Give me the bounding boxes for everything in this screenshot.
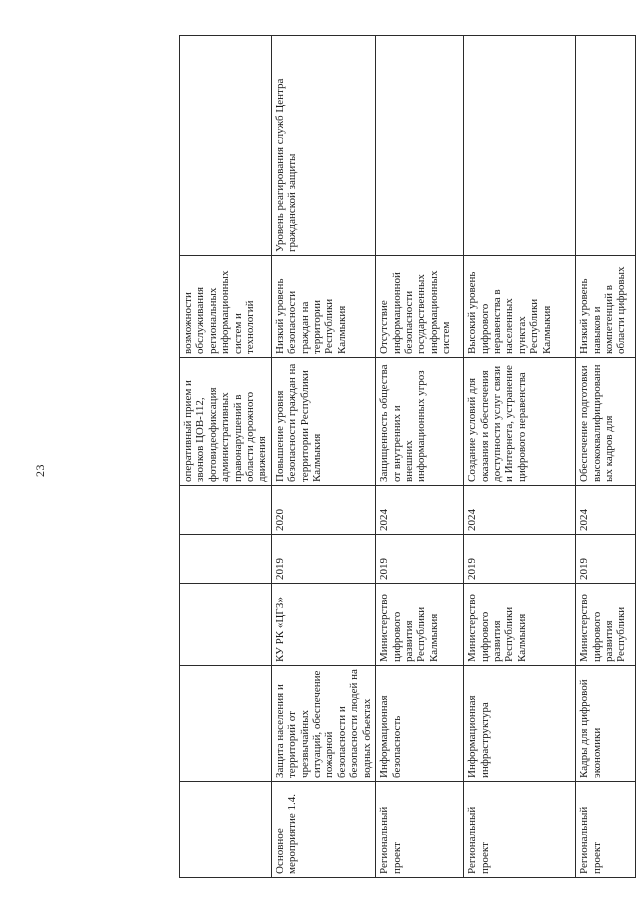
table-row (376, 36, 464, 878)
table-row (576, 36, 636, 878)
cell: Создание условий для оказания и обеспечения доступности услуг связи и Интернета, устранение цифрового неравенства (464, 358, 576, 486)
cell (376, 36, 464, 256)
cell: Защита населения и территорий от чрезвычайных ситуаций, обеспечение пожарной безопасности и безопасности людей на водных объектах (271, 666, 375, 782)
cell: 2019 (376, 535, 464, 584)
program-table (179, 35, 636, 878)
cell (576, 36, 636, 256)
table-row (271, 36, 375, 878)
cell (180, 535, 272, 584)
cell: Обеспечение подготовки высококвалифицированных кадров для (576, 358, 636, 486)
cell: КУ РК «ЦГЗ» (271, 584, 375, 666)
cell: возможности обслуживания региональных информационных систем и технологий (180, 256, 272, 358)
cell: 2024 (376, 486, 464, 535)
cell: Информационная безопасность (376, 666, 464, 782)
table-row (180, 36, 272, 878)
cell: Основное мероприятие 1.4. (271, 782, 375, 878)
cell: Кадры для цифровой экономики (576, 666, 636, 782)
cell (464, 36, 576, 256)
cell: Защищенность общества от внутренних и внешних информационных угроз (376, 358, 464, 486)
cell: 2024 (464, 486, 576, 535)
table-rotator (179, 36, 628, 878)
cell: 2024 (576, 486, 636, 535)
rotated-table-container (179, 36, 628, 878)
cell: Министерство цифрового развития Республики Калмыкия (376, 584, 464, 666)
cell: Повышение уровня безопасности граждан на территории Республики Калмыкия (271, 358, 375, 486)
cell: Региональный проект (464, 782, 576, 878)
cell: Информационная инфраструктура (464, 666, 576, 782)
cell: Высокий уровень цифрового неравенства в населенных пунктах Республики Калмыкия (464, 256, 576, 358)
cell: Низкий уровень навыков и компетенций в области цифровых (576, 256, 636, 358)
cell (180, 782, 272, 878)
cell: 2019 (576, 535, 636, 584)
cell: Низкий уровень безопасности граждан на территории Республики Калмыкия (271, 256, 375, 358)
cell (180, 584, 272, 666)
cell: Региональный проект (576, 782, 636, 878)
cell: Отсутствие информационной безопасности государственных информационных систем (376, 256, 464, 358)
cell (180, 486, 272, 535)
cell: Министерство цифрового развития Республики (576, 584, 636, 666)
cell: 2019 (464, 535, 576, 584)
page-number: 23 (33, 464, 47, 477)
cell: 2020 (271, 486, 375, 535)
cell (180, 666, 272, 782)
cell (180, 36, 272, 256)
table-row (464, 36, 576, 878)
cell: Министерство цифрового развития Республики Калмыкия (464, 584, 576, 666)
cell: 2019 (271, 535, 375, 584)
cell: Уровень реагирования служб Центра гражданской защиты (271, 36, 375, 256)
cell: оперативный прием и звонков ЦОВ-112, фотовидеофиксация административных правонарушений в области дорожного движения (180, 358, 272, 486)
cell: Региональный проект (376, 782, 464, 878)
